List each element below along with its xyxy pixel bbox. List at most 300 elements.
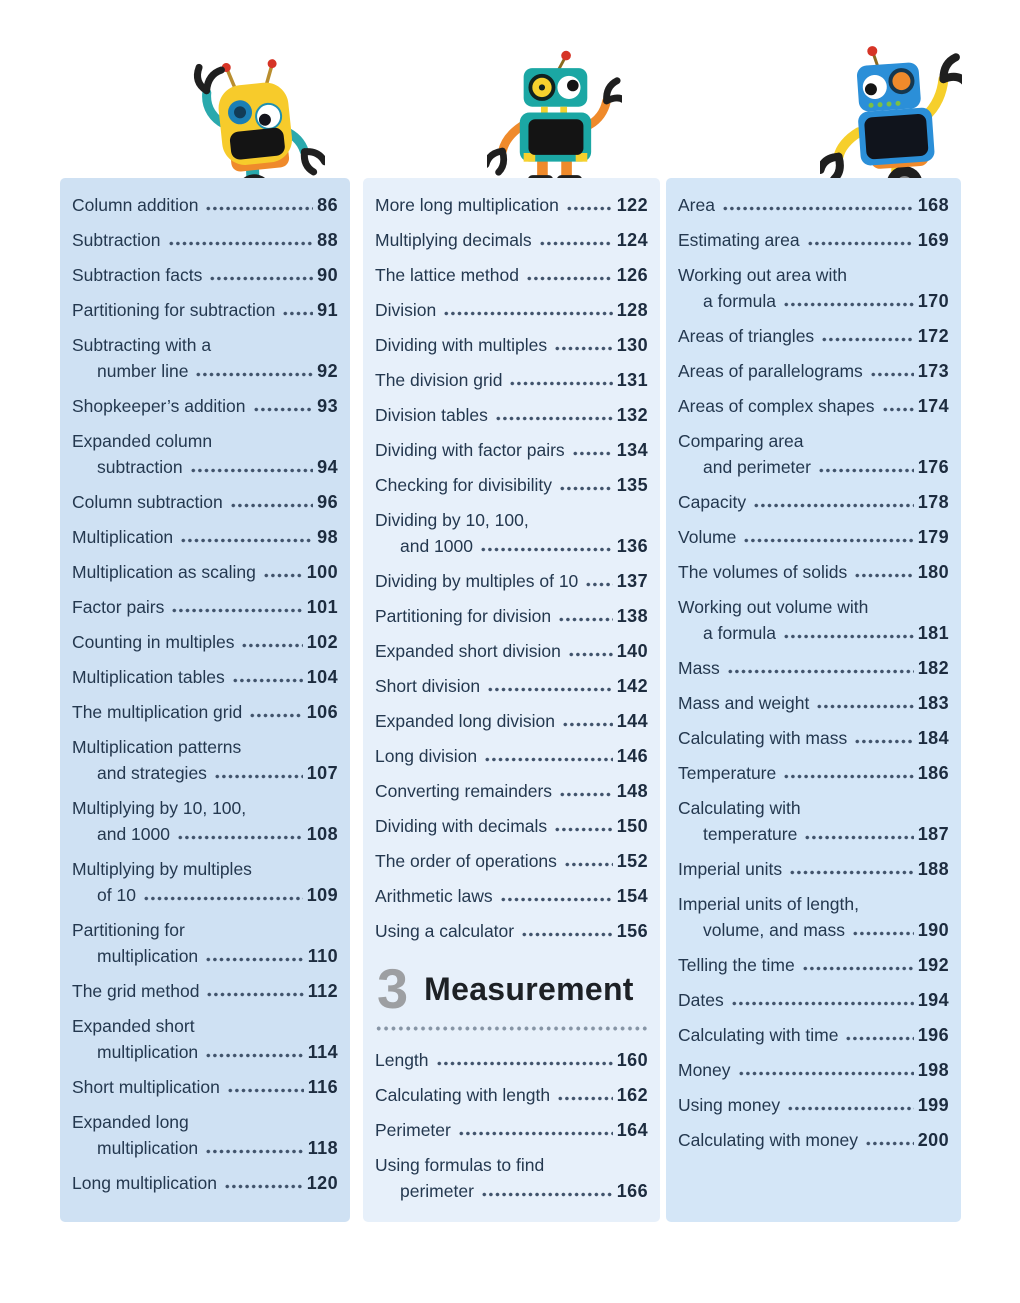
toc-entry-label: The order of operations [375, 851, 557, 871]
toc-entry [72, 1013, 338, 1065]
toc-entry-page: 90 [317, 265, 338, 285]
dotted-leader [722, 206, 914, 211]
toc-entry-label: Calculating with mass [678, 728, 848, 748]
toc-entry-page: 110 [307, 946, 338, 966]
toc-entry [375, 743, 648, 769]
toc-entry [375, 848, 648, 874]
teal-robot-icon [487, 45, 622, 180]
toc-entry [375, 778, 648, 804]
toc-entry-label-line2: perimeter [400, 1181, 474, 1201]
toc-entry-label: Working out volume with [678, 597, 869, 617]
toc-entry-page: 162 [616, 1085, 648, 1105]
dotted-leader [727, 669, 914, 674]
toc-entry [678, 856, 949, 882]
toc-entry-page: 184 [917, 728, 949, 748]
toc-entry [375, 1047, 648, 1073]
toc-entry-page: 124 [616, 230, 648, 250]
toc-entry [72, 297, 338, 323]
toc-entry-page: 140 [616, 641, 648, 661]
toc-column-1 [60, 178, 350, 1222]
toc-entry-page: 100 [306, 562, 338, 582]
toc-entry-label: Factor pairs [72, 597, 165, 617]
dotted-leader [190, 468, 314, 473]
toc-entry-page: 180 [917, 562, 949, 582]
toc-entry [72, 795, 338, 847]
toc-entry-label: Counting in multiples [72, 632, 235, 652]
toc-entry-label: Converting remainders [375, 781, 553, 801]
dotted-leader [802, 966, 914, 971]
toc-entry-label: Comparing area [678, 431, 804, 451]
toc-entry [72, 393, 338, 419]
toc-entry [72, 1074, 338, 1100]
toc-entry-label: Perimeter [375, 1120, 451, 1140]
toc-entry [678, 358, 949, 384]
toc-entry-label: Calculating with money [678, 1130, 858, 1150]
toc-entry-page: 196 [917, 1025, 949, 1045]
toc-entry-page: 122 [616, 195, 648, 215]
toc-entry [375, 472, 648, 498]
toc-entry-page: 130 [616, 335, 648, 355]
toc-entry-page: 132 [616, 405, 648, 425]
toc-entry [375, 367, 648, 393]
toc-entry-page: 91 [317, 300, 338, 320]
dotted-leader [209, 276, 313, 281]
dotted-leader [783, 774, 914, 779]
toc-entry-label: Money [678, 1060, 731, 1080]
dotted-leader [143, 896, 303, 901]
toc-entry-label: Division tables [375, 405, 488, 425]
dotted-leader [854, 739, 914, 744]
toc-entry-page: 137 [616, 571, 648, 591]
toc-columns [60, 178, 961, 1222]
toc-entry-label: Imperial units of length, [678, 894, 859, 914]
toc-entry-page: 190 [917, 920, 949, 940]
toc-entry-label: Areas of complex shapes [678, 396, 875, 416]
toc-entry-page: 135 [616, 475, 648, 495]
toc-entry [375, 1082, 648, 1108]
toc-entry [375, 1117, 648, 1143]
dotted-leader [168, 241, 314, 246]
dotted-leader [562, 722, 613, 727]
toc-entry-page: 114 [307, 1042, 338, 1062]
toc-entry [375, 332, 648, 358]
toc-entry-label: Multiplication tables [72, 667, 225, 687]
dotted-leader [484, 757, 613, 762]
toc-entry-page: 92 [317, 361, 338, 381]
dotted-leader [865, 1141, 914, 1146]
dotted-leader [554, 827, 613, 832]
dotted-leader [263, 573, 303, 578]
toc-entry-label: Multiplying decimals [375, 230, 532, 250]
toc-entry-label: The division grid [375, 370, 503, 390]
toc-entry [678, 323, 949, 349]
toc-entry [72, 629, 338, 655]
toc-entry-label: Expanded long division [375, 711, 555, 731]
toc-entry-label: Multiplication [72, 527, 174, 547]
toc-entry [375, 568, 648, 594]
dotted-leader [783, 302, 914, 307]
toc-entry-page: 160 [616, 1050, 648, 1070]
dotted-leader [227, 1088, 304, 1093]
dotted-leader [870, 372, 914, 377]
dotted-leader [821, 337, 914, 342]
toc-entry-page: 131 [616, 370, 648, 390]
toc-entry [375, 297, 648, 323]
toc-entry-label: Dividing by multiples of 10 [375, 571, 579, 591]
toc-entry [72, 428, 338, 480]
toc-entry-page: 128 [616, 300, 648, 320]
toc-entry [375, 192, 648, 218]
dotted-leader [500, 897, 613, 902]
dotted-divider [375, 1026, 648, 1031]
toc-entry [72, 524, 338, 550]
chapter-title: Measurement [424, 970, 634, 1007]
toc-entry [375, 883, 648, 909]
toc-entry-page: 102 [306, 632, 338, 652]
dotted-leader [566, 206, 613, 211]
toc-entry-label: Imperial units [678, 859, 783, 879]
toc-entry [375, 708, 648, 734]
toc-entry-page: 154 [616, 886, 648, 906]
toc-entry [678, 1022, 949, 1048]
toc-entry-label: Subtraction facts [72, 265, 203, 285]
toc-entry [72, 227, 338, 253]
dotted-leader [487, 687, 613, 692]
toc-entry [72, 1170, 338, 1196]
toc-entry [72, 734, 338, 786]
dotted-leader [205, 957, 304, 962]
toc-entry-label: Using formulas to find [375, 1155, 545, 1175]
toc-entry-label: Column addition [72, 195, 199, 215]
toc-entry [678, 1057, 949, 1083]
toc-entry [678, 891, 949, 943]
toc-entry-label: Expanded short [72, 1016, 195, 1036]
dotted-leader [557, 1096, 613, 1101]
toc-entry-label: Dividing with factor pairs [375, 440, 565, 460]
toc-entry [678, 1092, 949, 1118]
toc-entry [72, 489, 338, 515]
toc-entry [375, 1152, 648, 1204]
toc-entry-page: 136 [616, 536, 648, 556]
toc-entry [678, 192, 949, 218]
toc-entry-page: 96 [317, 492, 338, 512]
toc-entry-page: 106 [306, 702, 338, 722]
toc-entry-label: Partitioning for division [375, 606, 552, 626]
toc-entry [72, 262, 338, 288]
blue-robot-icon [820, 38, 962, 182]
toc-entry-label: The lattice method [375, 265, 519, 285]
toc-entry [678, 952, 949, 978]
toc-entry-page: 182 [917, 658, 949, 678]
toc-entry-page: 108 [306, 824, 338, 844]
toc-entry-page: 173 [917, 361, 949, 381]
toc-entry [375, 402, 648, 428]
toc-entry-label: Multiplying by 10, 100, [72, 798, 247, 818]
toc-entry [678, 690, 949, 716]
toc-entry-page: 98 [317, 527, 338, 547]
toc-entry-label-line2: multiplication [97, 946, 199, 966]
dotted-leader [177, 835, 303, 840]
toc-entry-label: Dividing with decimals [375, 816, 548, 836]
dotted-leader [818, 468, 914, 473]
dotted-leader [852, 931, 914, 936]
toc-entry [72, 594, 338, 620]
toc-entry-label-line2: and strategies [97, 763, 207, 783]
dotted-leader [585, 582, 612, 587]
toc-entry-page: 138 [616, 606, 648, 626]
toc-entry-page: 181 [917, 623, 949, 643]
dotted-leader [195, 372, 313, 377]
toc-entry [678, 795, 949, 847]
toc-entry-label: Partitioning for [72, 920, 185, 940]
toc-entry [678, 262, 949, 314]
dotted-leader [789, 870, 914, 875]
toc-entry [678, 987, 949, 1013]
chapter-number: 3 [377, 957, 409, 1020]
chapter-heading [377, 957, 648, 1020]
dotted-leader [443, 311, 612, 316]
robots-header [0, 0, 1020, 178]
toc-entry-label: The grid method [72, 981, 200, 1001]
toc-entry-label: Multiplication patterns [72, 737, 242, 757]
toc-entry-label: The multiplication grid [72, 702, 243, 722]
toc-entry-label: Mass and weight [678, 693, 810, 713]
toc-entry [375, 437, 648, 463]
toc-entry-page: 188 [917, 859, 949, 879]
dotted-leader [743, 538, 913, 543]
toc-entry-page: 88 [317, 230, 338, 250]
dotted-leader [171, 608, 302, 613]
toc-entry [678, 725, 949, 751]
toc-entry [678, 428, 949, 480]
toc-entry-label-line2: temperature [703, 824, 798, 844]
toc-entry [72, 699, 338, 725]
dotted-leader [253, 407, 314, 412]
dotted-leader [480, 547, 613, 552]
toc-entry [678, 489, 949, 515]
toc-entry-label-line2: a formula [703, 291, 776, 311]
toc-entry-label: Length [375, 1050, 429, 1070]
toc-entry-page: 200 [917, 1130, 949, 1150]
toc-entry [375, 638, 648, 664]
toc-entry [375, 507, 648, 559]
toc-entry-label: Calculating with length [375, 1085, 551, 1105]
toc-entry-label: Area [678, 195, 715, 215]
toc-entry [678, 655, 949, 681]
dotted-leader [564, 862, 613, 867]
toc-entry-label-line2: volume, and mass [703, 920, 846, 940]
dotted-leader [816, 704, 913, 709]
toc-entry-label: Subtracting with a [72, 335, 212, 355]
toc-entry-page: 104 [306, 667, 338, 687]
dotted-leader [807, 241, 914, 246]
dotted-leader [554, 346, 613, 351]
toc-entry [678, 393, 949, 419]
toc-entry [72, 332, 338, 384]
toc-entry-page: 109 [306, 885, 338, 905]
toc-entry-label: Multiplying by multiples [72, 859, 252, 879]
toc-entry [72, 559, 338, 585]
toc-entry-page: 170 [917, 291, 949, 311]
toc-entry-label: Volume [678, 527, 737, 547]
toc-entry [678, 1127, 949, 1153]
toc-entry-label-line2: and 1000 [400, 536, 473, 556]
toc-entry-label: Areas of parallelograms [678, 361, 863, 381]
toc-entry-page: 116 [307, 1077, 338, 1097]
toc-entry-label: Expanded column [72, 431, 213, 451]
toc-entry-label: Dates [678, 990, 724, 1010]
toc-entry-page: 142 [616, 676, 648, 696]
toc-entry-page: 156 [616, 921, 648, 941]
dotted-leader [509, 381, 612, 386]
toc-entry-page: 176 [917, 457, 949, 477]
dotted-leader [205, 1149, 304, 1154]
toc-entry-page: 183 [917, 693, 949, 713]
toc-entry [72, 978, 338, 1004]
dotted-leader [572, 451, 613, 456]
toc-entry-label: Shopkeeper’s addition [72, 396, 246, 416]
toc-entry-label-line2: number line [97, 361, 189, 381]
toc-entry-label-line2: and perimeter [703, 457, 811, 477]
toc-entry-page: 126 [616, 265, 648, 285]
dotted-leader [205, 206, 313, 211]
dotted-leader [558, 617, 613, 622]
dotted-leader [568, 652, 613, 657]
toc-entry-page: 172 [917, 326, 949, 346]
toc-entry [72, 664, 338, 690]
toc-entry-label: Mass [678, 658, 720, 678]
toc-entry [375, 603, 648, 629]
toc-entry [72, 917, 338, 969]
toc-entry-label: Using money [678, 1095, 781, 1115]
toc-entry-label: Expanded short division [375, 641, 561, 661]
toc-entry-page: 174 [917, 396, 949, 416]
toc-entry-label: Calculating with [678, 798, 801, 818]
dotted-leader [539, 241, 613, 246]
toc-entry-label-line2: multiplication [97, 1042, 199, 1062]
toc-entry-page: 166 [616, 1181, 648, 1201]
dotted-leader [882, 407, 914, 412]
toc-entry-label: Multiplication as scaling [72, 562, 256, 582]
toc-entry [72, 1109, 338, 1161]
toc-entry-page: 198 [917, 1060, 949, 1080]
toc-entry-label: Expanded long [72, 1112, 189, 1132]
toc-entry-label: Long multiplication [72, 1173, 217, 1193]
toc-entry-page: 93 [317, 396, 338, 416]
toc-entry-label: Calculating with time [678, 1025, 839, 1045]
toc-entry-label: Checking for divisibility [375, 475, 553, 495]
dotted-leader [206, 992, 303, 997]
dotted-leader [787, 1106, 914, 1111]
toc-entry-page: 186 [917, 763, 949, 783]
toc-entry-label: Column subtraction [72, 492, 223, 512]
toc-entry-page: 112 [307, 981, 338, 1001]
toc-entry-label: Arithmetic laws [375, 886, 493, 906]
dotted-leader [230, 503, 313, 508]
dotted-leader [481, 1192, 613, 1197]
dotted-leader [495, 416, 613, 421]
toc-entry-label-line2: multiplication [97, 1138, 199, 1158]
dotted-leader [783, 634, 914, 639]
toc-entry-label-line2: and 1000 [97, 824, 170, 844]
toc-entry-label: Working out area with [678, 265, 847, 285]
toc-entry [678, 559, 949, 585]
toc-entry-page: 86 [317, 195, 338, 215]
toc-entry-label: Temperature [678, 763, 777, 783]
toc-entry-page: 120 [306, 1173, 338, 1193]
toc-entry [375, 262, 648, 288]
toc-entry-label: Using a calculator [375, 921, 515, 941]
dotted-leader [282, 311, 313, 316]
toc-entry-page: 107 [306, 763, 338, 783]
toc-entry [375, 673, 648, 699]
dotted-leader [241, 643, 302, 648]
toc-entry-label: The volumes of solids [678, 562, 848, 582]
toc-entry-label: Dividing with multiples [375, 335, 548, 355]
toc-entry-label-line2: a formula [703, 623, 776, 643]
toc-entry-label-line2: of 10 [97, 885, 136, 905]
dotted-leader [232, 678, 303, 683]
dotted-leader [180, 538, 313, 543]
dotted-leader [458, 1131, 613, 1136]
dotted-leader [436, 1061, 613, 1066]
dotted-leader [224, 1184, 303, 1189]
toc-entry-page: 179 [917, 527, 949, 547]
toc-entry [678, 227, 949, 253]
toc-entry-page: 169 [917, 230, 949, 250]
toc-entry-page: 150 [616, 816, 648, 836]
toc-entry [375, 227, 648, 253]
toc-entry-label: Areas of triangles [678, 326, 815, 346]
toc-entry [375, 813, 648, 839]
dotted-leader [526, 276, 613, 281]
dotted-leader [753, 503, 914, 508]
toc-entry-page: 148 [616, 781, 648, 801]
toc-entry-label: Division [375, 300, 437, 320]
toc-entry [678, 524, 949, 550]
dotted-leader [845, 1036, 913, 1041]
toc-entry-page: 146 [616, 746, 648, 766]
toc-entry-label: Long division [375, 746, 478, 766]
dotted-leader [559, 486, 613, 491]
dotted-leader [559, 792, 613, 797]
toc-entry [678, 594, 949, 646]
toc-entry-page: 101 [306, 597, 338, 617]
dotted-leader [205, 1053, 304, 1058]
dotted-leader [521, 932, 613, 937]
toc-column-3 [666, 178, 961, 1222]
toc-entry-label: Telling the time [678, 955, 795, 975]
toc-column-2 [363, 178, 660, 1222]
toc-entry-page: 192 [917, 955, 949, 975]
toc-entry-label: Capacity [678, 492, 747, 512]
dotted-leader [738, 1071, 914, 1076]
yellow-robot-icon [183, 36, 325, 180]
dotted-leader [731, 1001, 914, 1006]
toc-entry [72, 192, 338, 218]
dotted-leader [854, 573, 914, 578]
toc-entry-label-line2: subtraction [97, 457, 183, 477]
toc-entry-label: Subtraction [72, 230, 161, 250]
toc-entry-page: 152 [616, 851, 648, 871]
toc-entry-label: Partitioning for subtraction [72, 300, 276, 320]
toc-entry-page: 178 [917, 492, 949, 512]
toc-entry-label: Estimating area [678, 230, 800, 250]
dotted-leader [804, 835, 913, 840]
dotted-leader [249, 713, 303, 718]
toc-entry-page: 134 [616, 440, 648, 460]
toc-entry-page: 118 [307, 1138, 338, 1158]
